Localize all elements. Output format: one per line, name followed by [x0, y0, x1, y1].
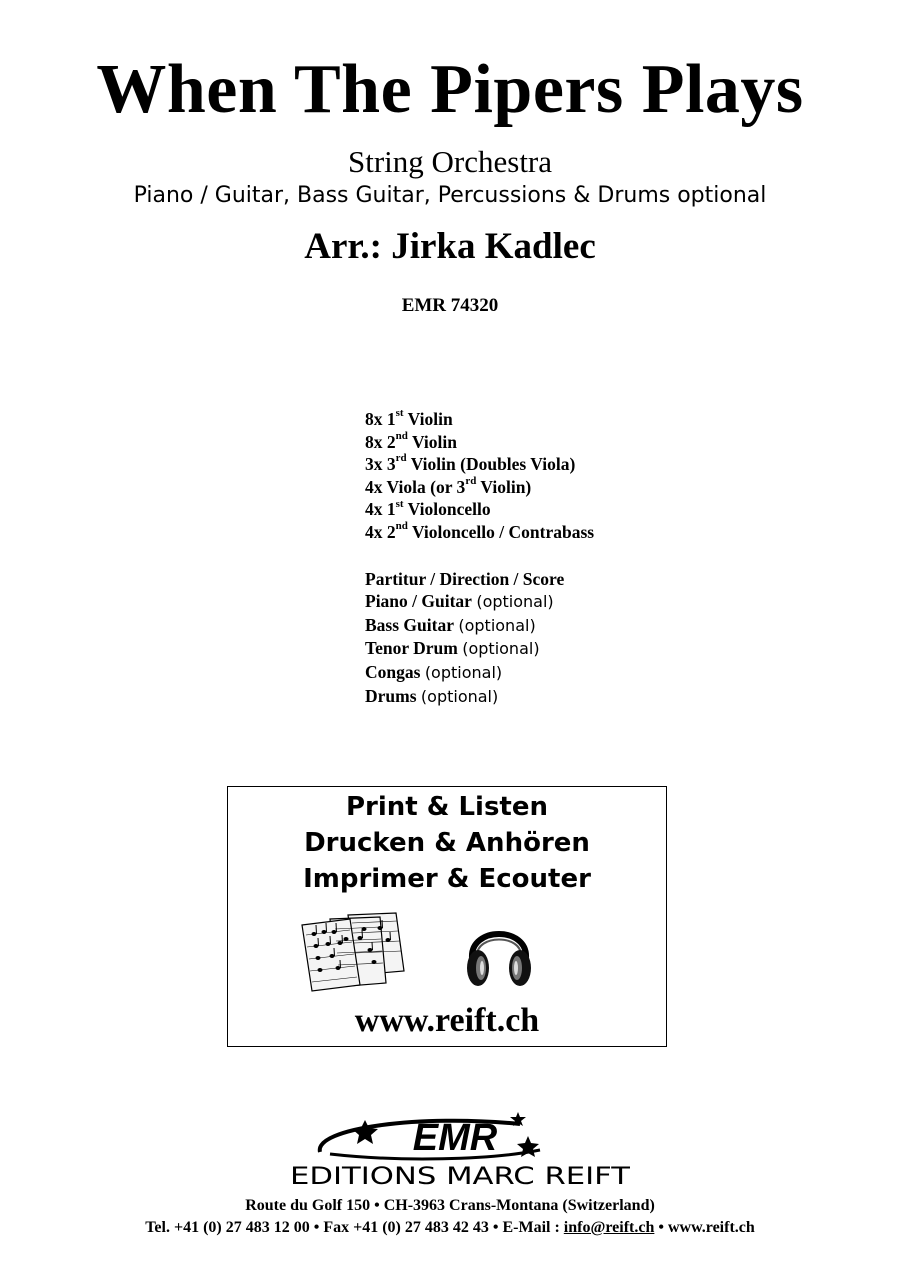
headphones-icon	[464, 912, 534, 992]
spacer	[365, 544, 785, 568]
part-count: 4x Viola (or 3	[365, 476, 466, 497]
ordinal-suffix: nd	[395, 520, 408, 533]
string-part	[365, 431, 785, 454]
subtitle: String Orchestra	[347, 144, 553, 179]
string-part	[365, 408, 785, 431]
part-count: 4x 1	[365, 499, 396, 520]
other-part	[365, 661, 785, 685]
promo-line-german: Drucken & Anhören	[304, 828, 590, 858]
other-part	[365, 614, 785, 638]
optional-note: (optional)	[462, 639, 540, 659]
optional-note: (optional)	[458, 615, 536, 635]
sheet-music-icon	[300, 909, 410, 993]
other-part	[365, 568, 785, 591]
ordinal-suffix: st	[395, 407, 404, 420]
catalog-number: EMR 74320	[401, 295, 499, 316]
part-name: Violin (Doubles Viola)	[410, 454, 576, 475]
part-count: 8x 2	[365, 431, 396, 452]
optional-note: (optional)	[424, 662, 503, 682]
ordinal-suffix: nd	[395, 429, 408, 442]
other-part	[365, 637, 785, 661]
print-listen-box	[227, 786, 667, 1047]
promo-line-french: Imprimer & Ecouter	[303, 864, 591, 894]
publisher-name: EDITIONS MARC REIFT	[290, 1162, 630, 1190]
part-name: Violin	[411, 431, 457, 452]
contact-text: Tel. +41 (0) 27 483 12 00 • Fax +41 (0) 27 483 42 43 • E-Mail :	[145, 1219, 564, 1236]
publisher-address: Route du Golf 150 • CH-3963 Crans-Montana (Switzerland)	[245, 1197, 655, 1214]
part-name: Bass Guitar	[365, 614, 454, 635]
part-name: Violoncello	[407, 499, 491, 520]
part-count: 8x 1	[365, 409, 396, 429]
part-name: Tenor Drum	[365, 638, 458, 659]
page-title: When The Pipers Plays	[96, 51, 804, 128]
email-link[interactable]: info@reift.ch	[563, 1219, 655, 1236]
emr-logo	[290, 1108, 630, 1190]
other-part	[365, 590, 785, 614]
string-part	[365, 476, 785, 499]
instrumentation-line: Piano / Guitar, Bass Guitar, Percussions & Drums optional	[133, 183, 767, 208]
other-part	[365, 685, 785, 709]
string-part	[365, 498, 785, 521]
string-part	[365, 453, 785, 476]
website-text: • www.reift.ch	[654, 1219, 755, 1236]
part-name: Violin)	[480, 476, 532, 497]
ordinal-suffix: rd	[395, 452, 407, 465]
part-name: Drums	[365, 685, 417, 706]
part-name: Violin	[407, 409, 453, 429]
optional-note: (optional)	[420, 686, 499, 706]
string-part	[365, 521, 785, 544]
part-count: 4x 2	[365, 521, 396, 542]
promo-line-english: Print & Listen	[345, 792, 549, 822]
part-name: Partitur / Direction / Score	[365, 568, 565, 589]
part-name: Congas	[365, 661, 421, 682]
promo-website[interactable]: www.reift.ch	[354, 1002, 540, 1039]
optional-note: (optional)	[476, 592, 554, 612]
part-name: Violoncello / Contrabass	[411, 521, 595, 542]
arranger: Arr.: Jirka Kadlec	[304, 226, 596, 267]
ordinal-suffix: rd	[465, 474, 477, 487]
publisher-contact	[0, 1218, 900, 1238]
parts-list	[365, 408, 785, 708]
ordinal-suffix: st	[395, 497, 404, 510]
emr-logo-text: EMR	[412, 1117, 498, 1159]
part-name: Piano / Guitar	[365, 591, 472, 612]
part-count: 3x 3	[365, 454, 396, 475]
